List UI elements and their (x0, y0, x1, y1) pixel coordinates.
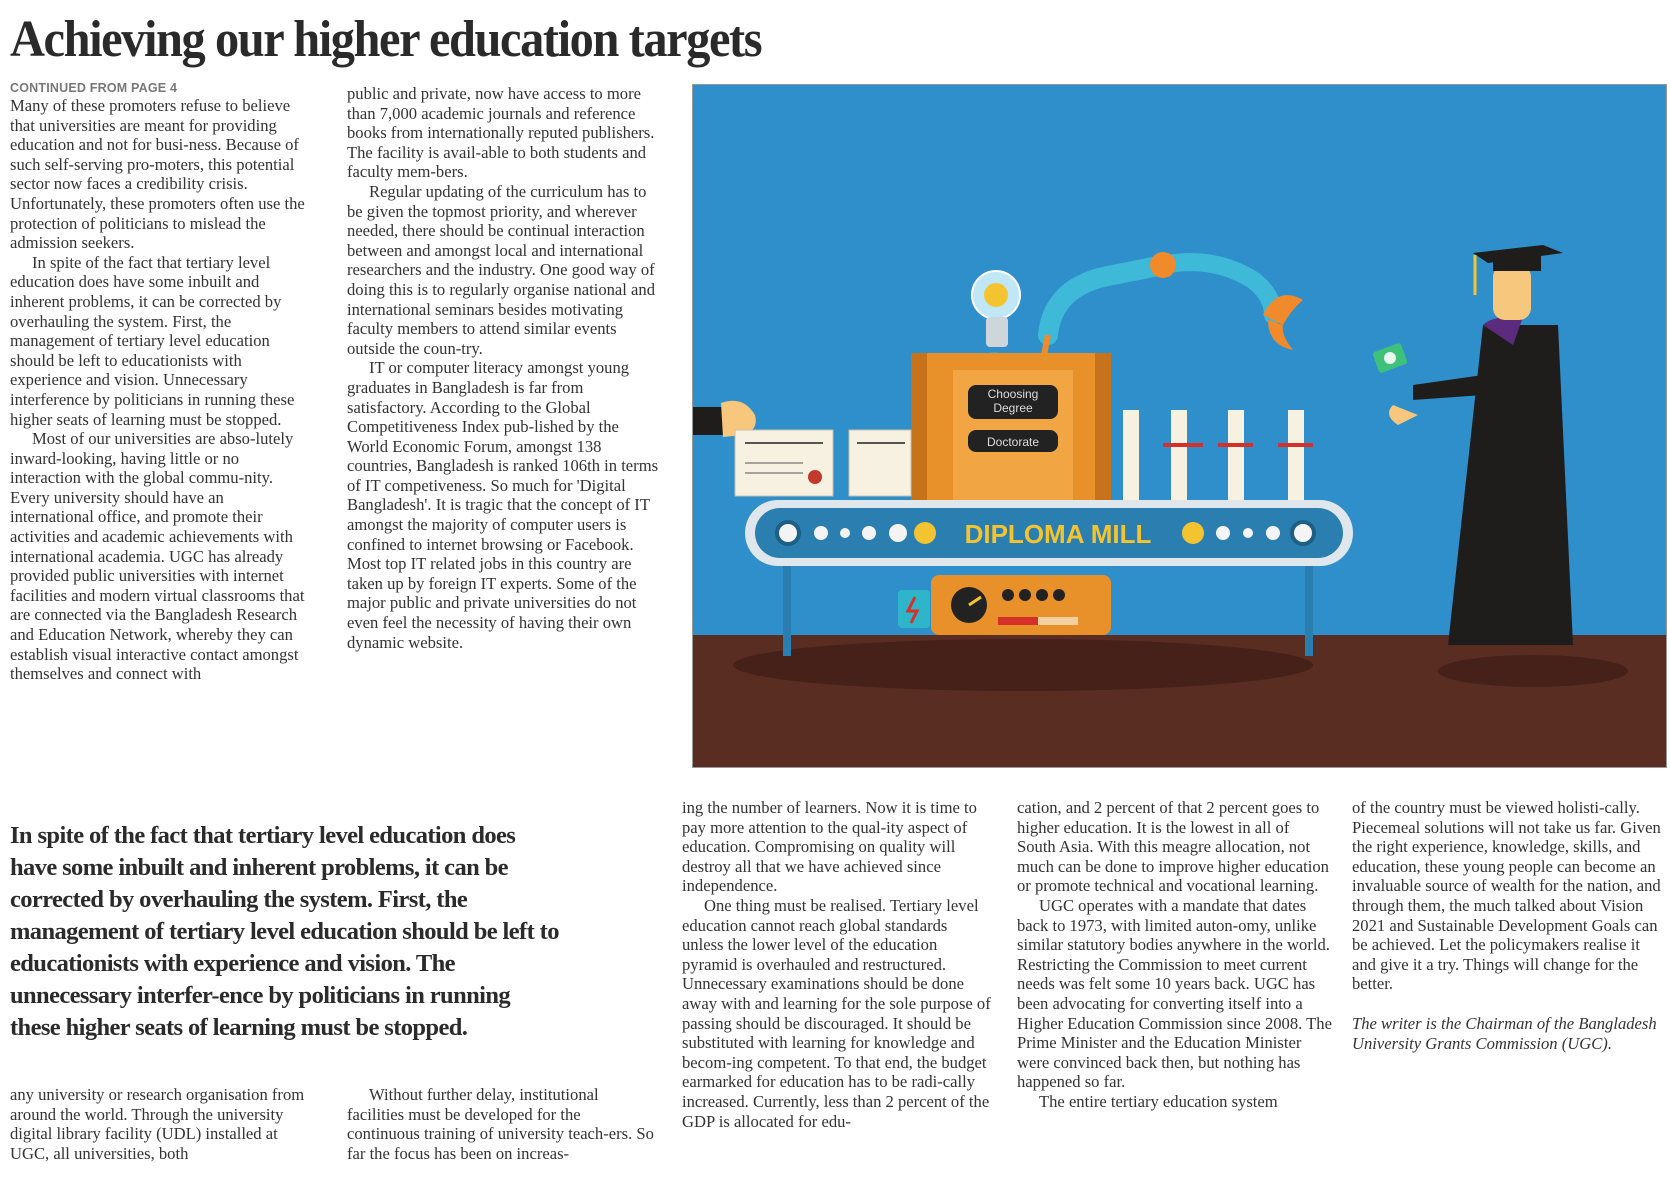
pull-quote: In spite of the fact that tertiary level education does have some inbuilt and inherent problems, it can be corrected by overhauling the system. First, the management of tertiary level education should be left to educationists with experience and vision. The unnecessary interfer-ence by politicians in running these higher seats of learning must be stopped. (10, 822, 559, 1041)
column-1 (10, 80, 310, 684)
paragraph: IT or computer literacy amongst young graduates in Bangladesh is far from satisfactory. According to the Global Competitiveness Index pub-lished by the World Economic Forum, amongst 138 countries, Bangladesh is ranked 106th in terms of IT competiveness. So much for 'Digital Bangladesh'. It is tragic that the concept of IT amongst the majority of computer users is confined to internet browsing or Facebook. Most top IT related jobs in this country are taken up by foreign IT experts. Some of the major public and private universities do not even feel the necessity of having their own dynamic website. (347, 358, 659, 652)
paragraph: public and private, now have access to more than 7,000 academic journals and reference books from internationally reputed publishers. The facility is avail-able to both students and faculty mem-bers. (347, 84, 655, 182)
conveyor-belt (745, 500, 1353, 566)
paragraph: Most of our universities are abso-lutely inward-looking, having little or no interaction with the global commu-nity. Every university should have an international office, and promote their activities and academic achievements with international academia. UGC has already provided public universities with internet facilities and modern virtual classrooms that are connected via the Bangladesh Research and Education Network, whereby they can establish visual interactive contact amongst themselves and connect with (10, 429, 305, 684)
diploma-mill-illustration (693, 85, 1667, 768)
column-5 (1352, 798, 1666, 1053)
paragraph: Many of these promoters refuse to believe that universities are meant for providing education and not for busi-ness. Because of such self-serving pro-moters, this potential sector now faces a credibility crisis. Unfortunately, these promoters often use the protection of politicians to mislead the admission seekers. (10, 96, 305, 253)
choosing-label: Choosing (987, 387, 1039, 401)
paragraph: The entire tertiary education system (1039, 1091, 1278, 1111)
column-2-bottom (347, 1085, 657, 1163)
continued-from-label: CONTINUED FROM PAGE 4 (10, 81, 178, 95)
machine-body (911, 353, 1111, 503)
column-4 (1017, 798, 1332, 1112)
paragraph: of the country must be viewed holisti-cally. Piecemeal solutions will not take us far. Given the right experience, knowledge, skills, and education, these young people can become an invaluable source of wealth for the nation, and through them, the much talked about Vision 2021 and Sustainable Development Goals can be achieved. Let the policymakers realise it and give it a try. Things will change for the better. (1352, 798, 1661, 994)
paragraph: ing the number of learners. Now it is time to pay more attention to the qual-ity aspect of education. Compromising on quality will destroy all that we have achieved since independence. (682, 798, 977, 896)
column-2 (347, 84, 662, 652)
byline: The writer is the Chairman of the Bangladesh University Grants Commission (UGC). (1352, 1013, 1657, 1053)
paragraph: One thing must be realised. Tertiary level education cannot reach global standards unless the lower level of the education pyramid is overhauled and restructured. Unnecessary examinations should be done away with and learning for the sole purpose of passing should be discouraged. It should be substituted with learning for knowledge and becom-ing competent. To that end, the budget earmarked for education has to be radi-cally increased. Currently, less than 2 percent of the GDP is allocated for edu- (682, 895, 991, 1131)
paragraph: any university or research organisation from around the world. Through the university digital library facility (UDL) installed at UGC, all universities, both (10, 1085, 305, 1163)
paragraph: In spite of the fact that tertiary level education does have some inbuilt and inherent problems, it can be corrected by overhauling the system. First, the management of tertiary level education should be left to educationists with experience and vision. Unnecessary interference by politicians in running these higher seats of learning must be stopped. (10, 252, 295, 429)
globe-icon (984, 283, 1008, 307)
degree-label: Degree (993, 401, 1033, 415)
doctorate-label: Doctorate (986, 435, 1040, 449)
paragraph: UGC operates with a mandate that dates back to 1973, with limited auton-omy, unlike similar statutory bodies anywhere in the world. Restricting the Commission to meet current needs was felt some 10 years back. UGC has been advocating for converting itself into a Higher Education Commission since 2008. The Prime Minister and the Education Minister were convinced back then, but nothing has happened so far. (1017, 895, 1332, 1092)
certificate-icon (735, 430, 911, 496)
machine-leg (783, 566, 791, 656)
column-1-bottom (10, 1085, 315, 1163)
machine-shadow (733, 639, 1313, 691)
paragraph: Regular updating of the curriculum has to be given the topmost priority, and wherever needed, there should be continual interaction between and amongst local and international researchers and the industry. One good way of doing this is to regularly organise national and international seminars besides motivating faculty members to attend similar events outside the coun-try. (347, 181, 656, 358)
paragraph: cation, and 2 percent of that 2 percent goes to higher education. It is the lowest in all of South Asia. With this meagre allocation, not much can be done to improve higher education or promote technical and vocational learning. (1017, 798, 1329, 896)
headline: Achieving our higher education targets (10, 11, 762, 68)
illustration (692, 84, 1667, 768)
machine-leg (1305, 566, 1313, 656)
column-3 (682, 798, 992, 1131)
banner-label: DIPLOMA MILL (964, 519, 1152, 549)
paragraph: Without further delay, institutional facilities must be developed for the continuous training of university teach-ers. So far the focus has been on increas- (347, 1085, 654, 1163)
figure-shadow (1438, 655, 1628, 687)
